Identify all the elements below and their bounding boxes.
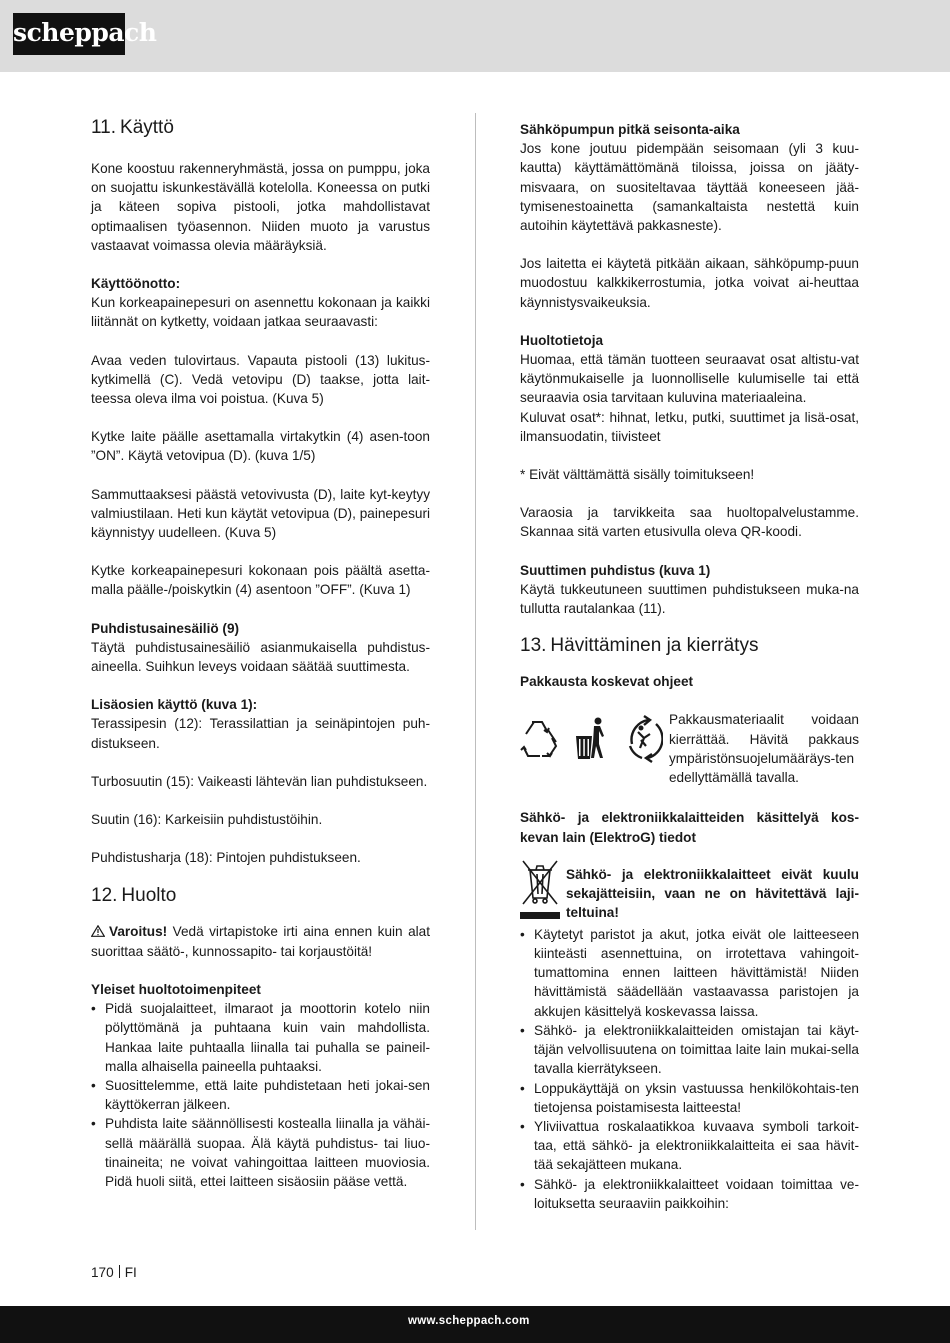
paragraph: Turbosuutin (15): Vaikeasti lähtevän lian puhdistukseen. — [91, 773, 428, 789]
subheading: Pakkausta koskevat ohjeet — [520, 674, 694, 690]
list-item: • Yliviivattua roskalaatikkoa kuvaava symboli tarkoit-taa, että sähkö- ja elektroniikkalaitteita ei saa hävit-tää sekajätteen mukana. — [520, 1117, 859, 1175]
elektro-heading — [520, 808, 859, 846]
subheading: Käyttöönotto: — [91, 276, 181, 292]
list-item: • Pidä suojalaitteet, ilmaraot ja moottorin kotelo niin pölyttömänä ja puhtaana kuin vain mahdollista. Hankaa laite puhtaalla liinalla tai puhalla se paineil-malla alhaisella paineella puhtaaksi. — [91, 999, 430, 1076]
warning-paragraph — [91, 922, 430, 960]
paragraph: Kytke korkeapainepesuri kokonaan pois päältä asetta-malla päälle-/poiskytkin (4) asentoon ”OFF”. (Kuva 1) — [91, 563, 430, 598]
footer-bar — [0, 1306, 950, 1343]
section-number: 12. — [91, 885, 118, 907]
maintenance-list — [91, 999, 430, 1191]
list-item: • Suosittelemme, että laite puhdistetaan heti jokai-sen käyttökerran jälkeen. — [91, 1076, 430, 1114]
list-item: • Puhdista laite säännöllisesti kostealla liinalla ja vähäi-sellä määrällä suopaa. Älä käytä puhdistus- tai liuo-tinaineita; ne voivat vahingoittaa laitteen muoviosia. Pidä huoli siitä, ettei laitteen sisäosiin pääse vettä. — [91, 1114, 430, 1191]
section-number: 11. — [91, 117, 117, 138]
lisaosat-block — [91, 695, 430, 753]
weee-notice — [520, 856, 859, 925]
packaging-info — [520, 710, 859, 786]
subheading: Lisäosien käyttö (kuva 1): — [91, 697, 258, 713]
page-num: 170 — [91, 1265, 114, 1280]
paragraph: Kun korkeapainepesuri on asennettu kokonaan ja kaikki liitännät on kytketty, voidaan jatkaa seuraavasti: — [91, 295, 430, 330]
list-item: • Sähkö- ja elektroniikkalaitteet voidaan toimittaa ve-loituksetta seuraaviin paikkoihin: — [520, 1175, 859, 1213]
paragraph: Avaa veden tulovirtaus. Vapauta pistooli (13) lukitus-kytkimellä (C). Vedä vetovipu (D) taakse, jotta lait-teessa oleva ilma voi poistua. (Kuva 5) — [91, 352, 430, 407]
weee-text: Sähkö- ja elektroniikkalaitteet eivät kuulu sekajätteisiin, vaan ne on hävitettävä laji-teltuina! — [566, 866, 859, 921]
subheading: Sähköpumpun pitkä seisonta-aika — [520, 122, 740, 137]
paragraph: Huomaa, että tämän tuotteen seuraavat osat altistu-vat käytönmukaiselle ja luonnolliselle kulumiselle tai että seuraavia osia tarvitaan kuluvina materiaaleina. — [520, 352, 859, 406]
section-11-heading — [91, 116, 430, 140]
warning-label: Varoitus! — [109, 924, 168, 940]
paragraph: Puhdistusharja (18): Pintojen puhdistukseen. — [91, 850, 361, 866]
paragraph: Jos kone joutuu pidempään seisomaan (yli 3 kuu-kautta) käyttämättömänä tiloissa, joissa on jääty-misvaara, on suositeltavaa täyttää koneeseen jää-tymisenestoainetta (samankaltaista nestettä kuin autoihin käytettävä pakkasneste). — [520, 141, 859, 234]
section-title: Käyttö — [120, 117, 174, 138]
recycling-icons — [520, 714, 663, 764]
crossed-bin-icon — [520, 858, 560, 920]
footnote: * Eivät välttämättä sisälly toimitukseen! — [520, 467, 755, 483]
subheading: Suuttimen puhdistus (kuva 1) — [520, 562, 711, 578]
column-divider — [475, 113, 476, 1230]
section-12-heading — [91, 884, 430, 908]
trash-bin-person-icon — [576, 718, 604, 760]
paragraph: Käytä tukkeutuneen suuttimen puhdistukseen muka-na tullutta rautalankaa (11). — [520, 581, 859, 617]
list-item: • Käytetyt paristot ja akut, jotka eivät ole laitteeseen kiinteästi asennettuina, on irrotettava vahingoit-tumattomina ennen laitteen hävittämistä! Niiden hävittämistä säädellään vastaavassa paristojen ja akkujen käsittelyä koskevassa laissa. — [520, 925, 859, 1021]
yleiset-heading — [91, 980, 430, 999]
paragraph: Varaosia ja tarvikkeita saa huoltopalvelustamme. Skannaa sitä varten etusivulla oleva QR-koodi. — [520, 505, 859, 540]
section-13-heading — [520, 634, 859, 658]
separator — [119, 1265, 120, 1278]
section-title: Hävittäminen ja kierrätys — [550, 635, 759, 657]
header-bar — [0, 0, 950, 72]
list-item: • Loppukäyttäjä on yksin vastuussa henkilökohtais-ten tietojensa poistamisesta laitteesta! — [520, 1079, 859, 1117]
huolto-block — [520, 331, 859, 408]
subheading: Sähkö- ja elektroniikkalaitteiden käsittelyä kos-kevan lain (ElektroG) tiedot — [520, 810, 859, 845]
recycle-cycle-icon — [630, 716, 663, 762]
subheading: Puhdistusainesäiliö (9) — [91, 620, 240, 636]
right-column — [520, 120, 859, 1213]
left-column — [91, 116, 430, 1191]
seisonta-block — [520, 120, 859, 235]
subheading: Yleiset huoltotoimenpiteet — [91, 981, 261, 997]
paragraph: Jos laitetta ei käytetä pitkään aikaan, sähköpump-puun muodostuu kalkkikerrostumia, jotka voivat ai-heuttaa käynnistysvaikeuksia. — [520, 256, 859, 310]
intro-paragraph: Kone koostuu rakenneryhmästä, jossa on pumppu, joka on suojattu iskunkestävällä kotelolla. Koneessa on putki ja käteen sopiva pistooli, jotka mahdollistavat optimaalisen työasennon. Niiden muoto ja varustus vastaavat voimassa olevia määräyksiä. — [91, 161, 430, 253]
scheppach-logo: scheppach — [13, 13, 125, 55]
pakkaus-heading — [520, 672, 859, 691]
paragraph: Terassipesin (12): Terassilattian ja seinäpintojen puh-distukseen. — [91, 716, 430, 751]
kayttoonotto-block — [91, 274, 430, 332]
recycle-icon — [521, 722, 556, 756]
website-url: www.scheppach.com — [408, 1315, 530, 1327]
warning-text: Vedä virtapistoke irti aina ennen kuin alat suorittaa säätö-, kunnossapito- tai korjaustöitä! — [91, 924, 430, 959]
language-code: FI — [124, 1265, 137, 1280]
section-title: Huolto — [121, 885, 177, 907]
paragraph: Suutin (16): Karkeisiin puhdistustöihin. — [91, 812, 323, 828]
paragraph: Pakkausmateriaalit voidaan kierrättää. Hävitä pakkaus ympäristönsuojelumääräys-ten edellyttämällä tavalla. — [669, 712, 859, 786]
section-number: 13. — [520, 635, 547, 657]
subheading: Huoltotietoja — [520, 332, 604, 348]
paragraph: Kuluvat osat*: hihnat, letku, putki, suuttimet ja lisä-osat, ilmansuodatin, tiivisteet — [520, 409, 859, 444]
paragraph: Sammuttaaksesi päästä vetovivusta (D), laite kyt-keytyy valmiustilaan. Heti kun käytät vetovipua (D), painepesuri käynnistyy uudelleen. (Kuva 5) — [91, 486, 430, 541]
paragraph: Kytke laite päälle asettamalla virtakytkin (4) asen-toon ”ON”. Käytä vetovipua (D). (kuva 1/5) — [91, 429, 430, 464]
sailio-block — [91, 619, 430, 677]
page-number — [91, 1265, 137, 1280]
disposal-list — [520, 925, 859, 1213]
suutin-block — [520, 561, 859, 619]
warning-icon — [91, 925, 105, 937]
paragraph: Täytä puhdistusainesäiliö asianmukaisella puhdistus-aineella. Suihkun leveys voidaan säätää suuttimesta. — [91, 639, 430, 675]
list-item: • Sähkö- ja elektroniikkalaitteiden omistajan tai käyt-täjän velvollisuutena on toimittaa laite lain mukai-sella tavalla kierrätykseen. — [520, 1021, 859, 1079]
